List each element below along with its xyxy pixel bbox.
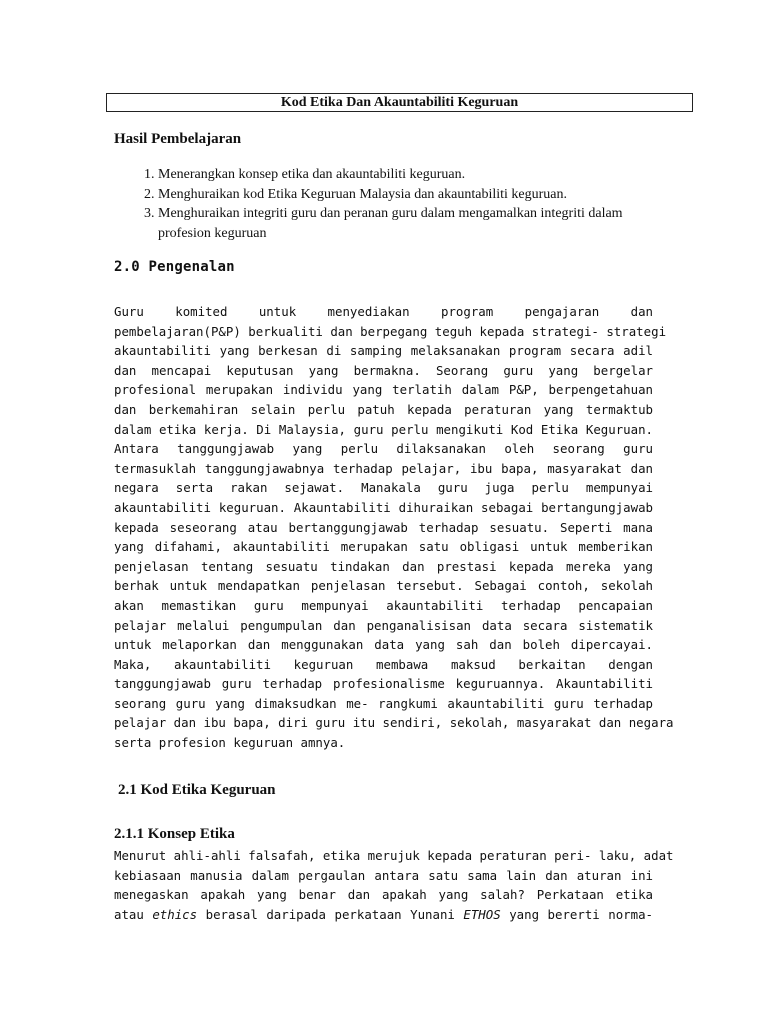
konsep-paragraph [114,846,674,924]
paragraph-line: dalam etika kerja. Di Malaysia, guru perlu mengikuti Kod Etika Keguruan. [114,421,653,437]
list-item: 1. Menerangkan konsep etika dan akauntabiliti keguruan. [158,165,654,185]
paragraph-line: serta profesion keguruan amnya. [114,735,346,751]
paragraph-line: kebiasaan manusia dalam pergaulan antara satu sama lain dan aturan ini [114,867,653,883]
paragraph-line: Maka, akauntabiliti keguruan membawa maksud berkaitan dengan [114,656,653,672]
paragraph-line: pelajar melalui pengumpulan dan penganalisisan data secara sistematik [114,617,653,633]
paragraph-line: seorang guru yang dimaksudkan me- rangkumi akauntabiliti guru terhadap [114,695,653,711]
paragraph-line: Guru komited untuk menyediakan program pengajaran dan [114,304,653,319]
paragraph-line: penjelasan tentang sesuatu tindakan dan prestasi kepada mereka yang [114,558,653,574]
paragraph-line: Menurut ahli-ahli falsafah, etika merujuk kepada peraturan peri- laku, adat [114,848,674,863]
paragraph-line: dan berkemahiran selain perlu patuh kepada peraturan yang termaktub [114,401,653,417]
section-intro-heading: 2.0 Pengenalan [114,259,235,275]
document-title: Kod Etika Dan Akauntabiliti Keguruan [106,93,693,112]
list-item: 3. Menghuraikan integriti guru dan peranan guru dalam mengamalkan integriti dalam profesion keguruan [158,204,654,243]
paragraph-line: menegaskan apakah yang benar dan apakah yang salah? Perkataan etika [114,887,653,903]
paragraph-line: profesional merupakan individu yang terlatih dalam P&P, berpengetahuan [114,382,653,398]
paragraph-line: atau ethics berasal daripada perkataan Yunani ETHOS yang bererti norma- [114,906,654,922]
paragraph-line: negara serta rakan sejawat. Manakala guru juga perlu mempunyai [114,480,653,496]
paragraph-line: akauntabiliti keguruan. Akauntabiliti dihuraikan sebagai bertangungjawab [114,499,653,515]
paragraph-line: untuk melaporkan dan menggunakan data yang sah dan boleh dipercayai. [114,637,653,653]
ethics-term: ethics [152,906,198,922]
paragraph-line: termasuklah tanggungjawabnya terhadap pelajar, ibu bapa, masyarakat dan [114,460,653,476]
learning-outcomes-heading: Hasil Pembelajaran [114,131,242,147]
paragraph-line: yang difahami, akauntabiliti merupakan satu obligasi untuk memberikan [114,539,653,555]
paragraph-line: Antara tanggungjawab yang perlu dilaksanakan oleh seorang guru [114,441,653,457]
learning-outcomes-list [114,165,654,243]
ethos-term: ETHOS [463,906,501,922]
paragraph-line: pembelajaran(P&P) berkualiti dan berpegang teguh kepada strategi- strategi [114,323,667,339]
intro-paragraph [114,302,674,753]
paragraph-line: tanggungjawab guru terhadap profesionalisme keguruannya. Akauntabiliti [114,676,653,692]
paragraph-line: akan memastikan guru mempunyai akauntabiliti terhadap pencapaian [114,597,653,613]
paragraph-line: berhak untuk mendapatkan penjelasan tersebut. Sebagai contoh, sekolah [114,578,653,594]
paragraph-line: pelajar dan ibu bapa, diri guru itu sendiri, sekolah, masyarakat dan negara [114,715,674,731]
paragraph-line: dan mencapai keputusan yang bermakna. Seorang guru yang bergelar [114,362,653,378]
section-konsep-heading: 2.1.1 Konsep Etika [114,826,235,842]
list-item: 2. Menghuraikan kod Etika Keguruan Malaysia dan akauntabiliti keguruan. [158,185,654,205]
paragraph-line: akauntabiliti yang berkesan di samping melaksanakan program secara adil [114,343,653,359]
paragraph-line: kepada seseorang atau bertanggungjawab terhadap sesuatu. Seperti mana [114,519,653,535]
section-kod-heading: 2.1 Kod Etika Keguruan [118,782,276,798]
